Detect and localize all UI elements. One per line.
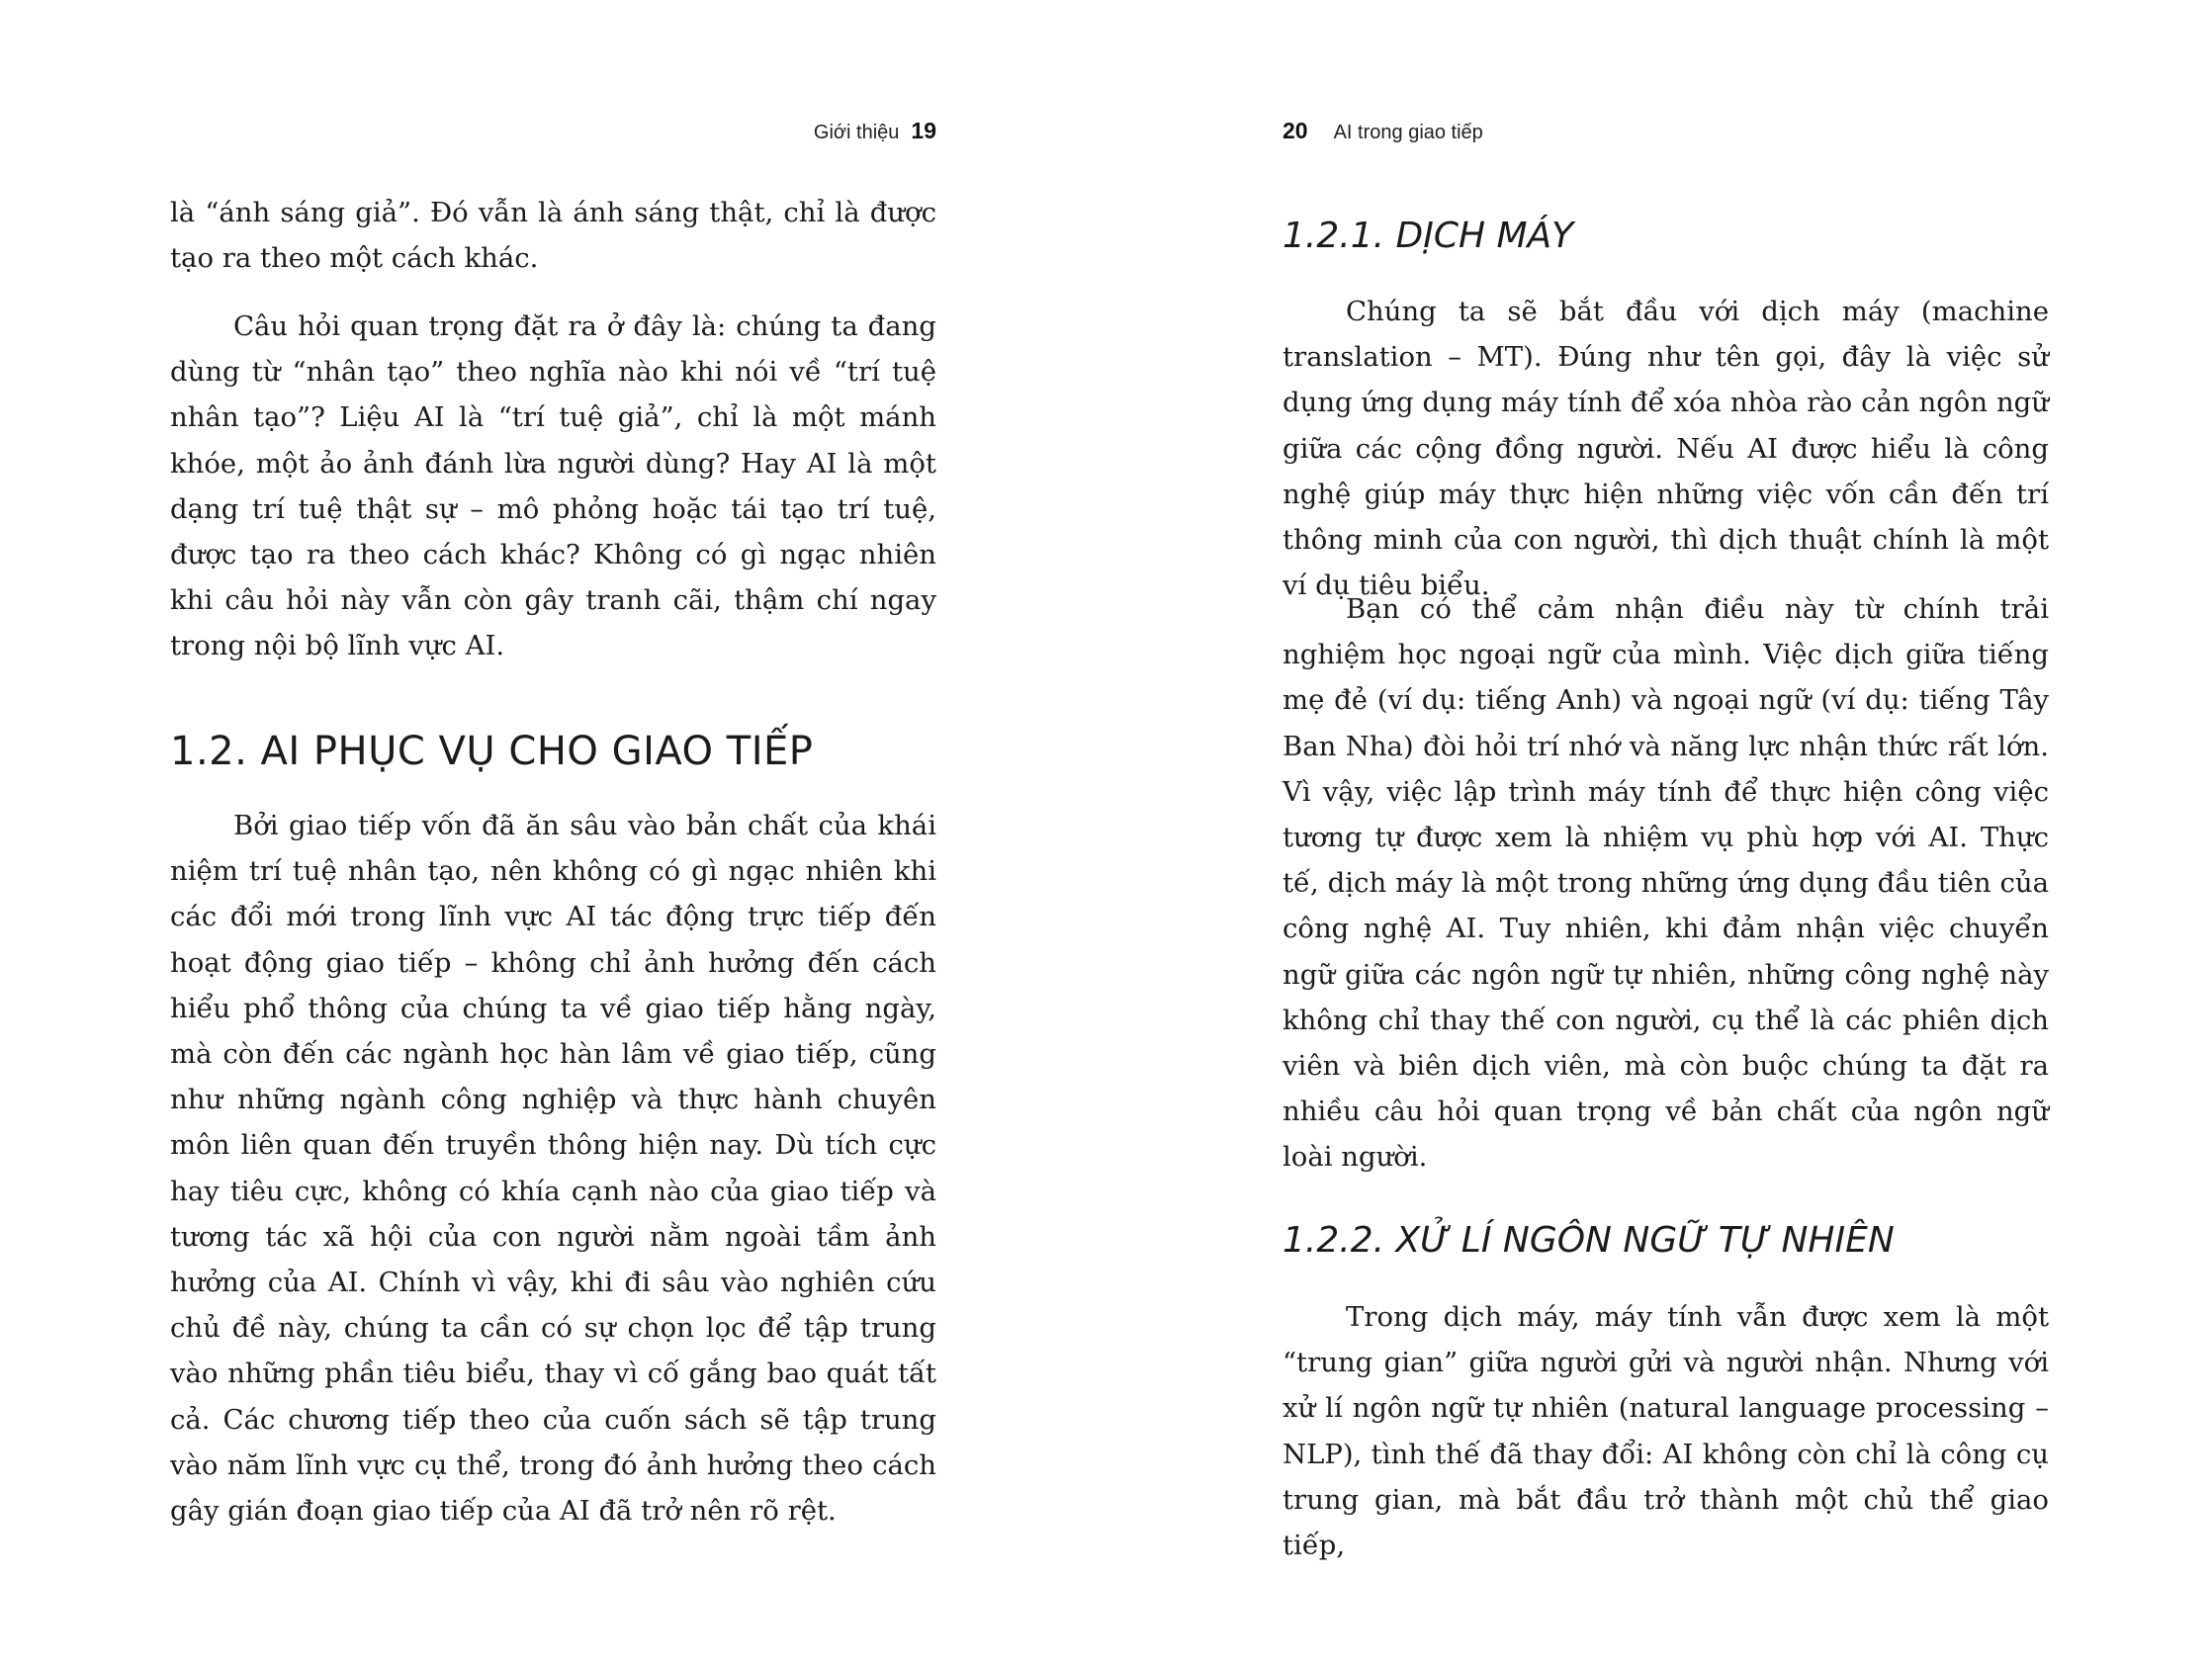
page-number: 20 — [1283, 118, 1308, 143]
paragraph-block — [1283, 289, 2049, 608]
running-head-left — [814, 115, 936, 148]
paragraph: là “ánh sáng giả”. Đó vẫn là ánh sáng thật, chỉ là được tạo ra theo một cách khác. — [170, 197, 936, 275]
section-heading: 1.2. AI PHỤC VỤ CHO GIAO TIẾP — [170, 729, 814, 774]
paragraph-block — [170, 190, 936, 281]
paragraph: Câu hỏi quan trọng đặt ra ở đây là: chúng ta đang dùng từ “nhân tạo” theo nghĩa nào khi nói về “trí tuệ nhân tạo”? Liệu AI là “trí tuệ giả”, chỉ là một mánh khóe, một ảo ảnh đánh lừa người dùng? Hay AI là một dạng trí tuệ thật sự – mô phỏng hoặc tái tạo trí tuệ, được tạo ra theo cách khác? Không có gì ngạc nhiên khi câu hỏi này vẫn còn gây tranh cãi, thậm chí ngay trong nội bộ lĩnh vực AI. — [170, 310, 936, 662]
running-head-right — [1283, 115, 1483, 148]
subsection-heading-block — [1283, 209, 2049, 264]
running-title: Giới thiệu — [813, 122, 900, 143]
paragraph: Bạn có thể cảm nhận điều này từ chính trải nghiệm học ngoại ngữ của mình. Việc dịch giữa tiếng mẹ đẻ (ví dụ: tiếng Anh) và ngoại ngữ (ví dụ: tiếng Tây Ban Nha) đòi hỏi trí nhớ và năng lực nhận thức rất lớn. Vì vậy, việc lập trình máy tính để thực hiện công việc tương tự được xem là nhiệm vụ phù hợp với AI. Thực tế, dịch máy là một trong những ứng dụng đầu tiên của công nghệ AI. Tuy nhiên, khi đảm nhận việc chuyển ngữ giữa các ngôn ngữ tự nhiên, những công nghệ này không chỉ thay thế con người, cụ thể là các phiên dịch viên và biên dịch viên, mà còn buộc chúng ta đặt ra nhiều câu hỏi quan trọng về bản chất của ngôn ngữ loài người. — [1283, 593, 2049, 1174]
paragraph-block — [1283, 1294, 2049, 1568]
subsection-heading: 1.2.2. XỬ LÍ NGÔN NGỮ TỰ NHIÊN — [1283, 1220, 1895, 1261]
paragraph: Chúng ta sẽ bắt đầu với dịch máy (machine translation – MT). Đúng như tên gọi, đây là việc sử dụng ứng dụng máy tính để xóa nhòa rào cản ngôn ngữ giữa các cộng đồng người. Nếu AI được hiểu là công nghệ giúp máy thực hiện những việc vốn cần đến trí thông minh của con người, thì dịch thuật chính là một ví dụ tiêu biểu. — [1283, 296, 2049, 602]
right-page — [1283, 0, 2049, 1667]
paragraph-block — [1283, 586, 2049, 1181]
left-page — [170, 0, 936, 1667]
paragraph: Bởi giao tiếp vốn đã ăn sâu vào bản chất của khái niệm trí tuệ nhân tạo, nên không có gì ngạc nhiên khi các đổi mới trong lĩnh vực AI tác động trực tiếp đến hoạt động giao tiếp – không chỉ ảnh hưởng đến cách hiểu phổ thông của chúng ta về giao tiếp hằng ngày, mà còn đến các ngành học hàn lâm về giao tiếp, cũng như những ngành công nghiệp và thực hành chuyên môn liên quan đến truyền thông hiện nay. Dù tích cực hay tiêu cực, không có khía cạnh nào của giao tiếp và tương tác xã hội của con người nằm ngoài tầm ảnh hưởng của AI. Chính vì vậy, khi đi sâu vào nghiên cứu chủ đề này, chúng ta cần có sự chọn lọc để tập trung vào những phần tiêu biểu, thay vì cố gắng bao quát tất cả. Các chương tiếp theo của cuốn sách sẽ tập trung vào năm lĩnh vực cụ thể, trong đó ảnh hưởng theo cách gây gián đoạn giao tiếp của AI đã trở nên rõ rệt. — [170, 810, 936, 1528]
page-number: 19 — [911, 118, 936, 143]
subsection-heading: 1.2.1. DỊCH MÁY — [1283, 216, 1574, 256]
section-heading-block — [170, 722, 936, 781]
subsection-heading-block — [1283, 1213, 2049, 1269]
running-title: AI trong giao tiếp — [1333, 122, 1483, 143]
paragraph-block — [170, 803, 936, 1534]
paragraph: Trong dịch máy, máy tính vẫn được xem là một “trung gian” giữa người gửi và người nhận. Nhưng với xử lí ngôn ngữ tự nhiên (natural language processing – NLP), tình thế đã thay đổi: AI không còn chỉ là công cụ trung gian, mà bắt đầu trở thành một chủ thể giao tiếp, — [1283, 1301, 2049, 1562]
paragraph-block — [170, 304, 936, 669]
